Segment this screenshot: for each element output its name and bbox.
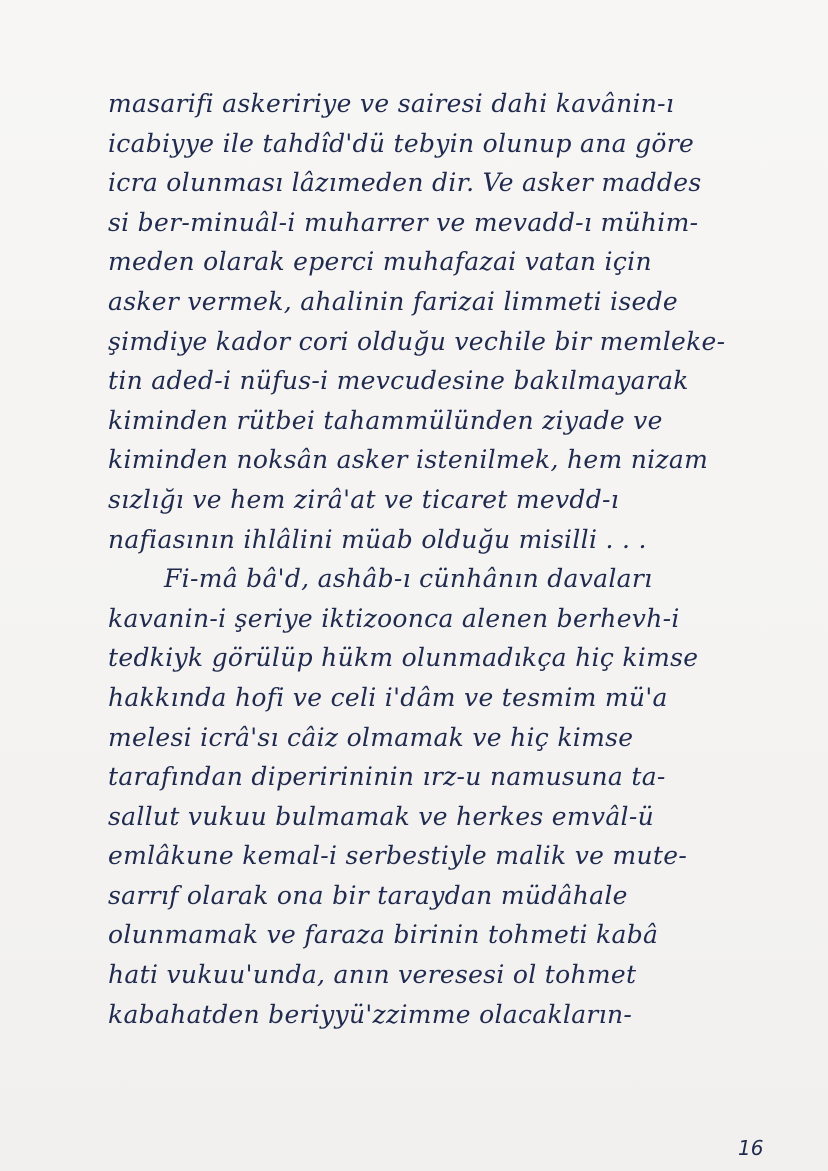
text-line: olunmamak ve faraza birinin tohmeti kabâ [108,920,659,950]
text-line: tedkiyk görülüp hükm olunmadıkça hiç kimse [108,643,699,673]
text-line: hakkında hofi ve celi i'dâm ve tesmim mü'a [108,682,668,712]
text-line: melesi icrâ'sı câiz olmamak ve hiç kimse [108,722,634,752]
paragraph-start-line: Fi-mâ bâ'd, ashâb-ı cünhânın davaları [164,564,653,594]
text-line: nafiasının ihlâlini müab olduğu misilli . . . [108,524,647,554]
text-line: tarafından diperirininin ırz-u namusuna ta- [108,762,666,792]
text-line: asker vermek, ahalinin farizai limmeti isede [108,286,678,316]
text-line: kiminden noksân asker istenilmek, hem nizam [108,445,709,475]
text-line: tin aded-i nüfus-i mevcudesine bakılmayarak [108,366,689,396]
text-line: kavanin-i şeriye iktizoonca alenen berhevh-i [108,603,680,633]
text-line: hati vukuu'unda, anın veresesi ol tohmet [108,960,637,990]
text-line: kiminden rütbei tahammülünden ziyade ve [108,405,663,435]
text-line: şimdiye kador cori olduğu vechile bir memleke- [108,326,726,356]
text-line: masarifi askeririye ve sairesi dahi kavânin-ı [108,89,675,118]
text-line: sızlığı ve hem zirâ'at ve ticaret mevdd-ı [108,484,620,514]
text-line: si ber-minuâl-i muharrer ve mevadd-ı mühim- [108,207,699,237]
text-line: sallut vukuu bulmamak ve herkes emvâl-ü [108,801,654,831]
text-line: meden olarak eperci muhafazai vatan için [108,247,652,277]
text-line: kabahatden beriyyü'zzimme olacakların- [108,999,633,1029]
text-line: sarrıf olarak ona bir taraydan müdâhale [108,880,628,910]
text-line: emlâkune kemal-i serbestiyle malik ve mute- [108,841,688,871]
handwritten-text-block [108,84,818,1034]
text-line: icra olunması lâzımeden dir. Ve asker maddes [108,168,702,198]
page-number: 16 [738,1136,764,1160]
text-line: icabiyye ile tahdîd'dü tebyin olunup ana göre [108,128,695,158]
